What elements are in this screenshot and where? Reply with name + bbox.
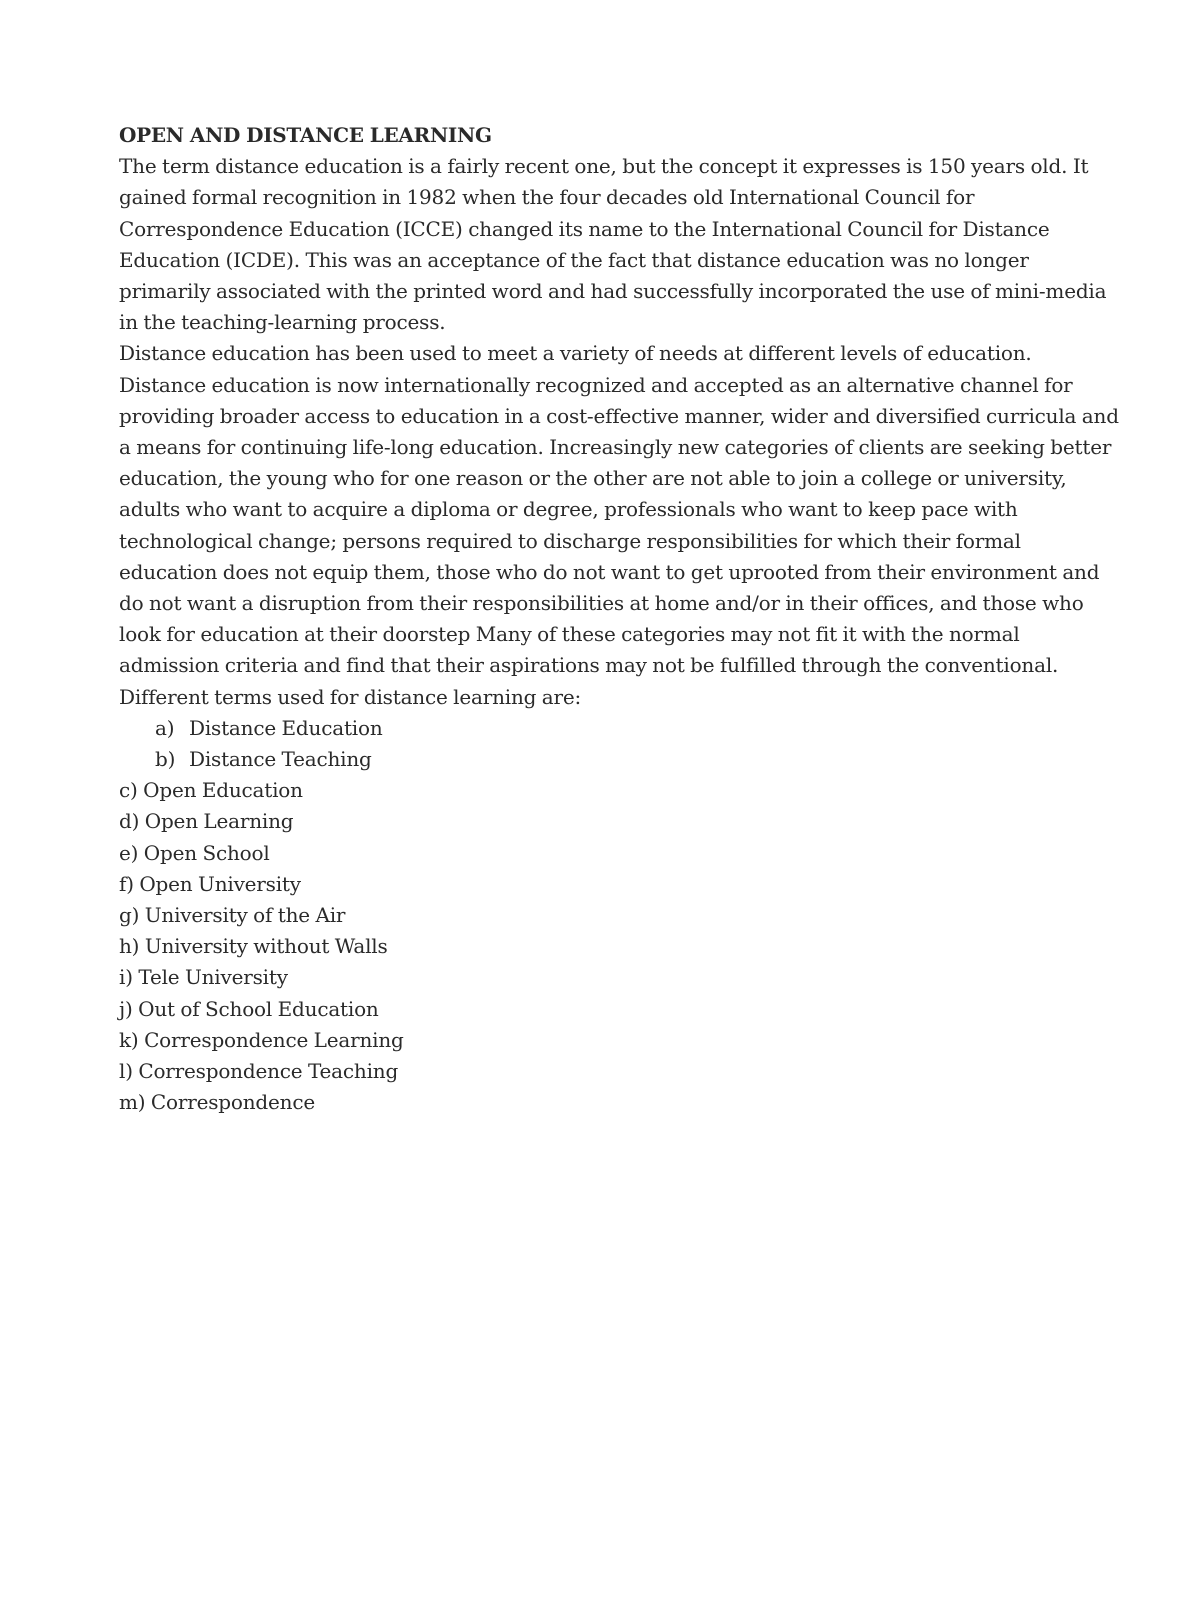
list-item: h) University without Walls — [119, 934, 388, 959]
list-marker: b) — [155, 747, 176, 772]
list-item: d) Open Learning — [119, 809, 294, 834]
list-item: c) Open Education — [119, 778, 303, 803]
list-item: m) Correspondence — [119, 1090, 315, 1115]
list-item-text: Distance Education — [189, 715, 383, 740]
list-intro: Different terms used for distance learning are: — [119, 684, 582, 709]
list-item — [119, 713, 1119, 744]
list-item: g) University of the Air — [119, 903, 346, 928]
list-item: i) Tele University — [119, 965, 288, 990]
list-item — [119, 744, 1119, 775]
list-item-text: Distance Teaching — [189, 747, 372, 772]
term-list — [119, 775, 1119, 1118]
paragraph-history: The term distance education is a fairly recent one, but the concept it expresses is 150 years old. It gained formal recognition in 1982 when the four decades old International Council for Correspondence Education (ICCE) changed its name to the International Council for Distance Education (ICDE). This was an acceptance of the fact that distance education was no longer primarily associated with the printed word and had successfully incorporated the use of mini-media in the teaching-learning process. — [119, 154, 1107, 335]
document-title: OPEN AND DISTANCE LEARNING — [119, 123, 492, 147]
list-marker: a) — [155, 715, 175, 740]
paragraph-needs: Distance education has been used to meet a variety of needs at different levels of education. Distance education is now internationally recognized and accepted as an alternative channel for providing broader access to education in a cost-effective manner, wider and diversified curricula and a means for continuing life-long education. Increasingly new categories of clients are seeking better education, the young who for one reason or the other are not able to join a college or university, adults who want to acquire a diploma or degree, professionals who want to keep pace with technological change; persons required to discharge responsibilities for which their formal education does not equip them, those who do not want to get uprooted from their environment and do not want a disruption from their responsibilities at home and/or in their offices, and those who look for education at their doorstep Many of these categories may not fit it with the normal admission criteria and find that their aspirations may not be fulfilled through the conventional. — [119, 341, 1119, 678]
list-item: e) Open School — [119, 840, 270, 865]
list-item: j) Out of School Education — [119, 996, 379, 1021]
indented-term-list — [119, 713, 1119, 775]
list-item: l) Correspondence Teaching — [119, 1059, 399, 1084]
document-body — [119, 120, 1119, 1119]
list-item: f) Open University — [119, 871, 301, 896]
list-item: k) Correspondence Learning — [119, 1027, 404, 1052]
